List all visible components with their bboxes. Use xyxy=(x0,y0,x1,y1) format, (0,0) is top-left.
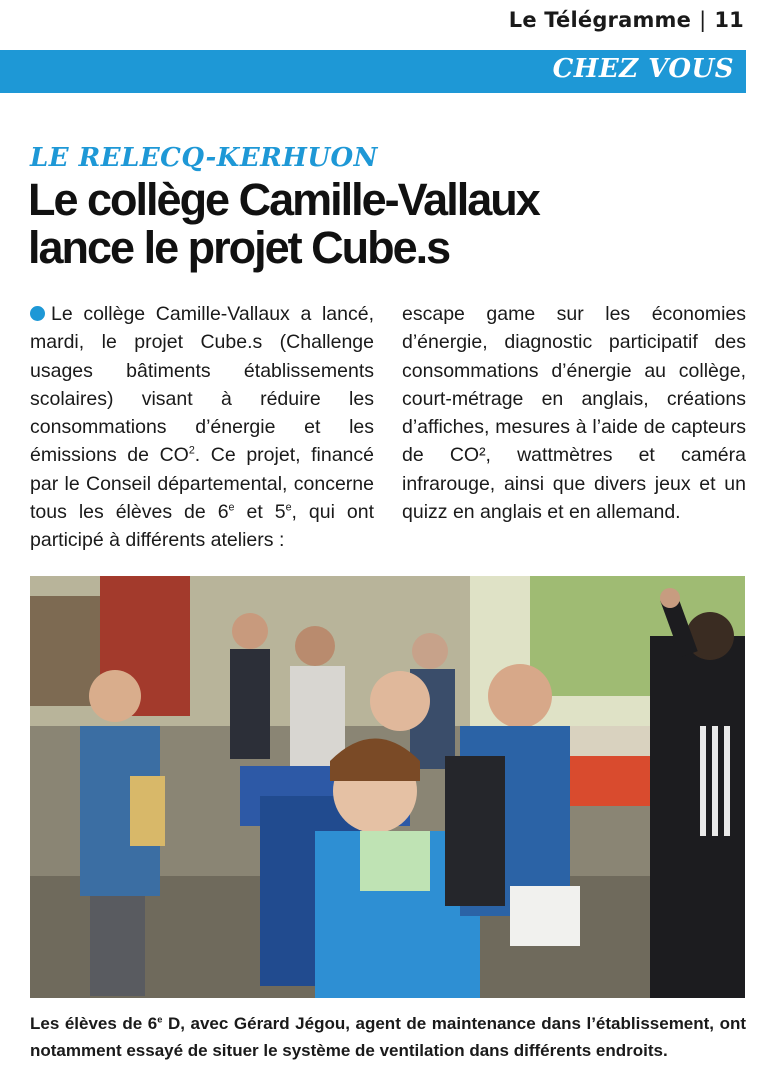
rubric-label: CHEZ VOUS xyxy=(552,54,734,84)
article-headline xyxy=(28,176,748,272)
students-photo-illustration xyxy=(30,576,745,998)
caption-text-2: D, avec Gérard Jégou, agent de maintenance dans l’établissement, ont notamment essayé de situer le système de ventilation dans différents endroits. xyxy=(30,1014,747,1060)
body-sup-2: e xyxy=(228,501,235,514)
masthead xyxy=(509,8,744,32)
photo-caption xyxy=(30,1010,746,1064)
article-body-right-column: escape game sur les économies d’énergie, diagnostic participatif des consommations d’énergie au collège, court-métrage en anglais, créations d’affiches, mesures à l’aide de capteurs de CO², wattmètres et caméra infrarouge, ainsi que divers jeux et un quizz en anglais et en allemand. xyxy=(402,303,746,524)
headline-line-2: lance le projet Cube.s xyxy=(28,222,450,273)
article-photo xyxy=(30,576,745,998)
headline-line-1: Le collège Camille-Vallaux xyxy=(28,174,539,225)
masthead-separator: | xyxy=(699,8,707,32)
article-location: LE RELECQ-KERHUON xyxy=(30,143,378,173)
body-sup-3: e xyxy=(285,501,292,514)
body-text-2: . Ce projet, financé par le Conseil départemental, concerne tous les élèves de 6 xyxy=(30,444,374,524)
caption-text-1: Les élèves de 6 xyxy=(30,1014,158,1033)
caption-sup: e xyxy=(157,1014,163,1025)
body-text-4: , qui ont participé à différents ateliers : xyxy=(30,501,375,552)
body-sup-1: 2 xyxy=(188,444,195,457)
article-body-left-column xyxy=(30,300,374,555)
body-text-3: et 5 xyxy=(234,501,286,524)
rubric-bar xyxy=(0,50,746,93)
bullet-icon xyxy=(30,306,45,321)
newspaper-title: Le Télégramme xyxy=(508,8,692,32)
page-number: 11 xyxy=(714,8,744,32)
body-text-1: Le collège Camille-Vallaux a lancé, mardi, le projet Cube.s (Challenge usages bâtiments établissements scolaires) visant à réduire les consommations d’énergie et les émissions de CO xyxy=(30,303,374,467)
